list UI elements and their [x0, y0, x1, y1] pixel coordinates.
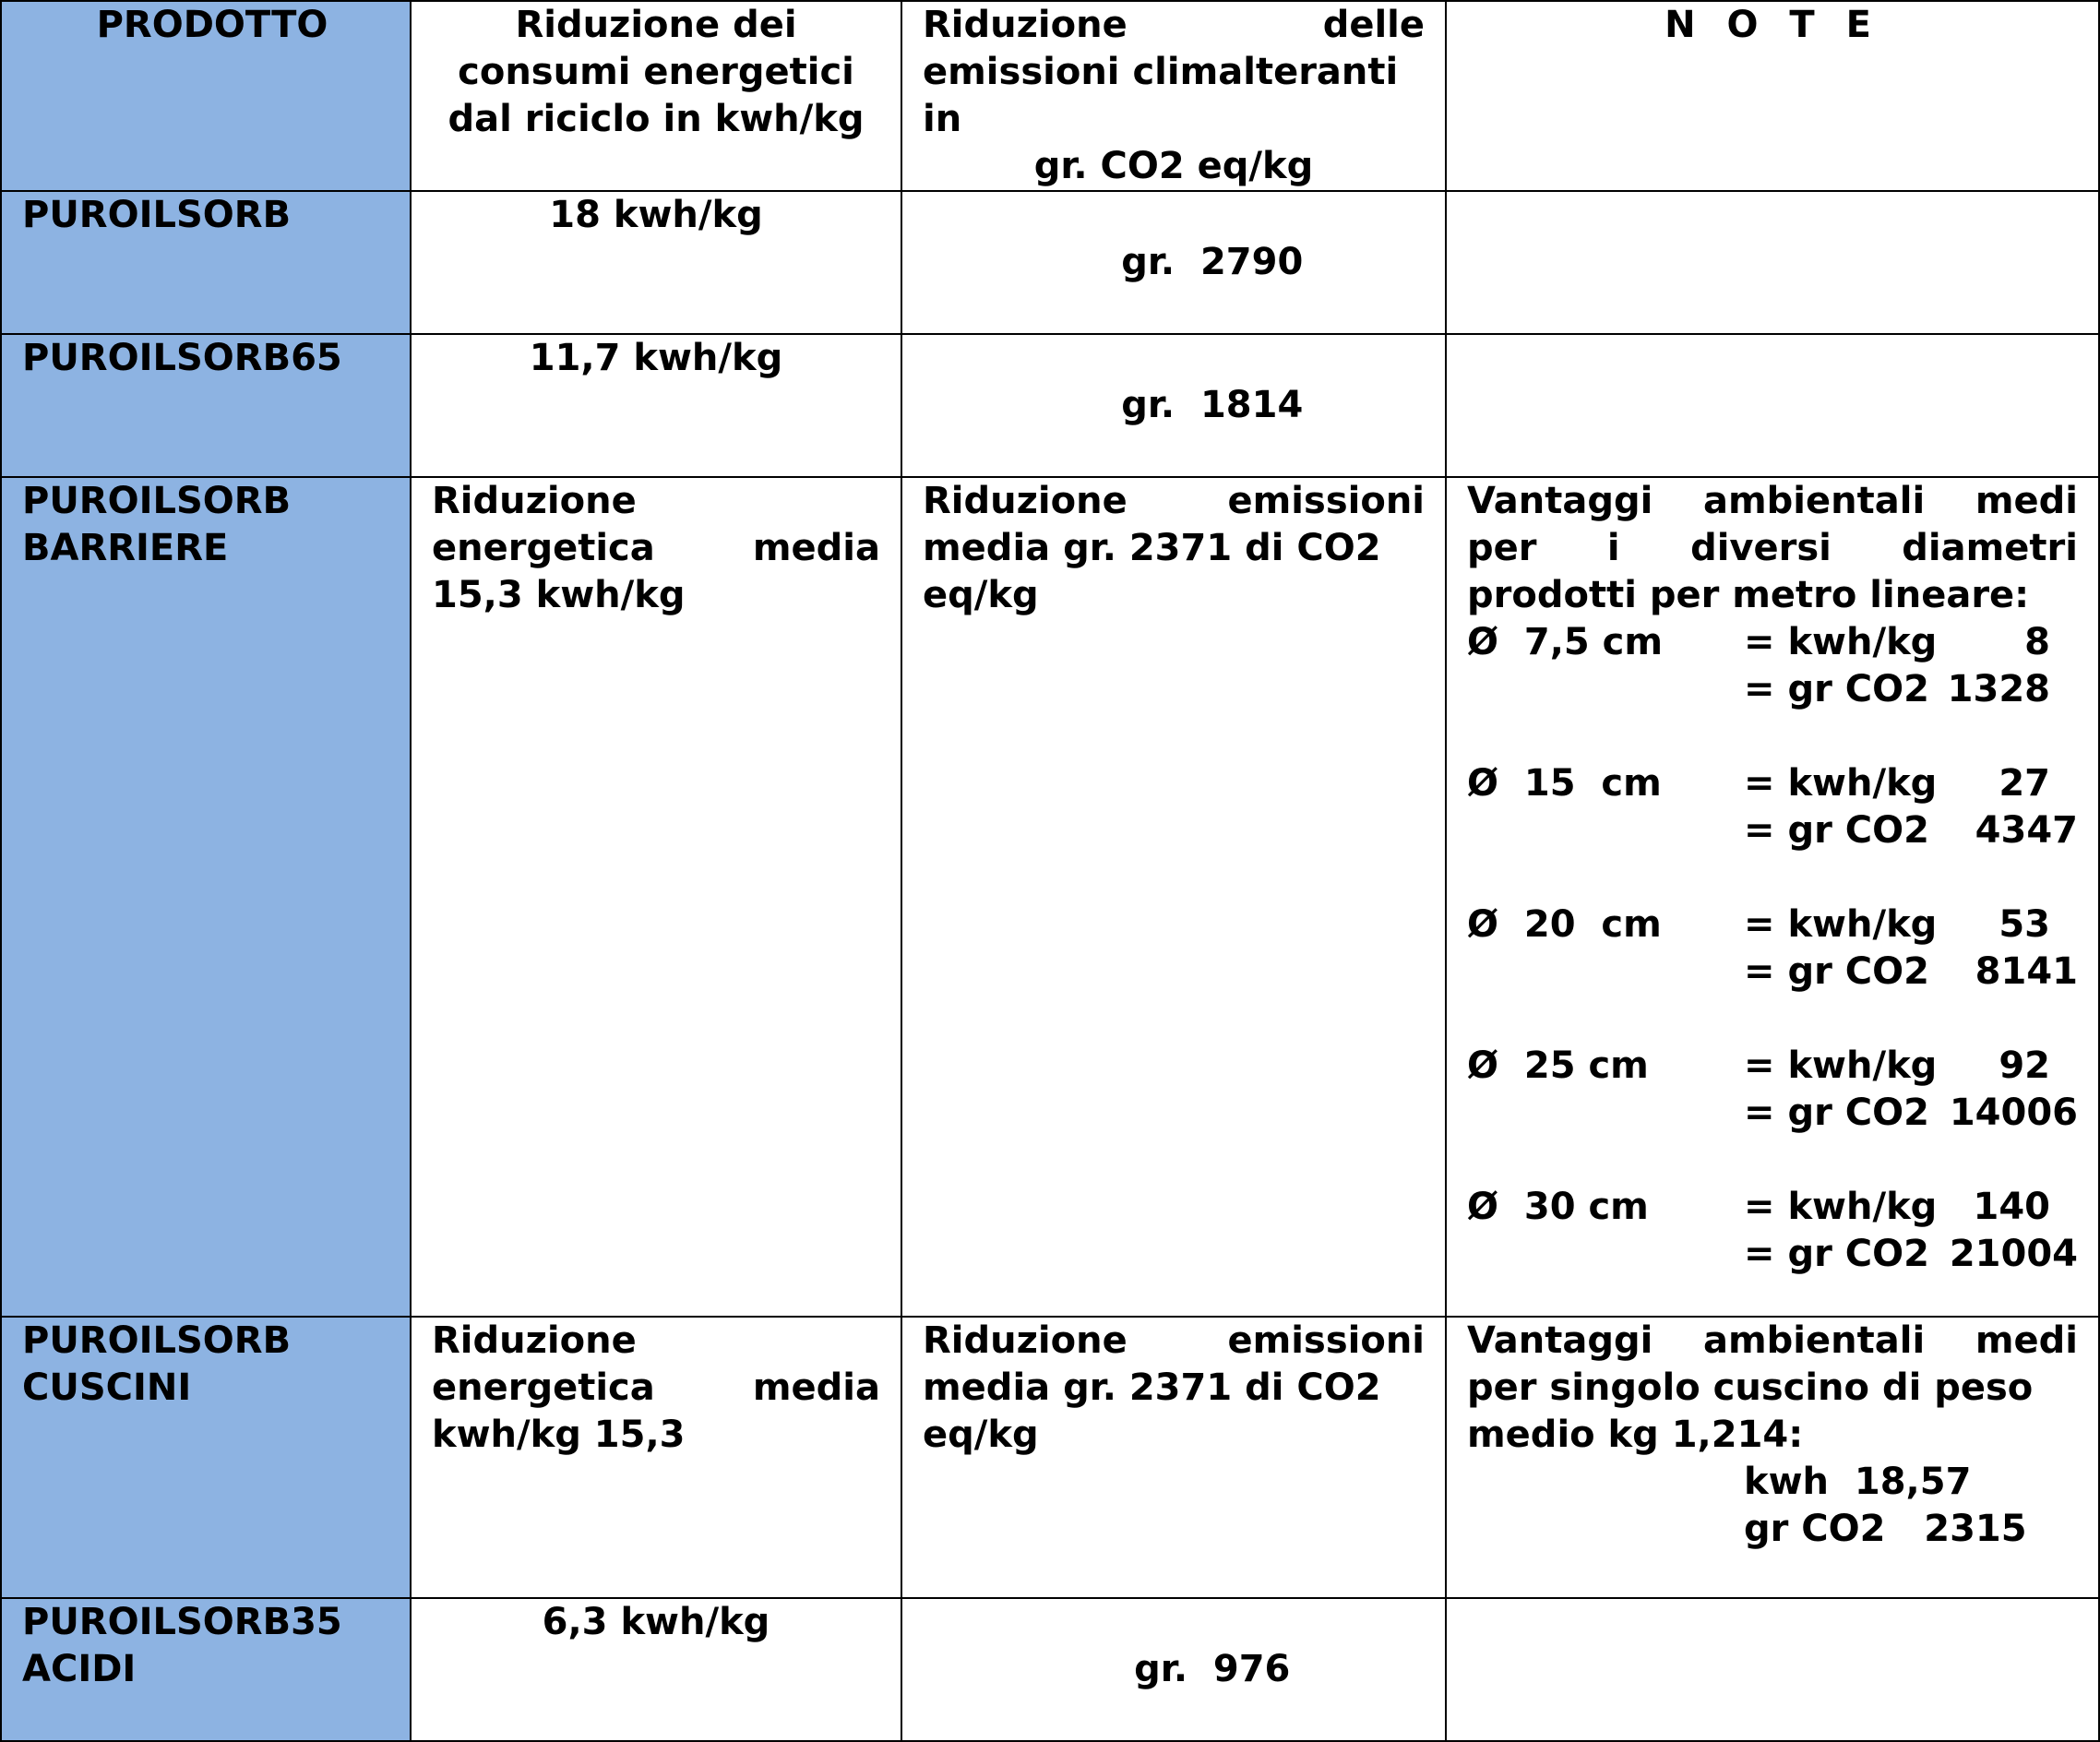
notes-word: medi: [1975, 480, 2078, 522]
product-cell: [1, 1598, 411, 1741]
emissions-cell: [901, 1598, 1446, 1741]
product-cell: [1, 1317, 411, 1598]
notes-line-1: [1467, 478, 2078, 525]
header-emissions-line-3: in: [923, 98, 962, 140]
notes-cell: [1446, 191, 2099, 334]
emissions-word: emissioni: [1227, 480, 1425, 522]
kwh-label: = kwh/kg: [1744, 1044, 1938, 1087]
energy-line-3: kwh/kg 15,3: [432, 1414, 686, 1456]
product-name-line-2: BARRIERE: [22, 527, 229, 569]
kwh-label: = kwh/kg: [1744, 903, 1938, 946]
notes-word: diametri: [1902, 527, 2078, 569]
diameter-co2-line: [1467, 666, 2078, 713]
kwh-value: 140: [1973, 1186, 2050, 1228]
notes-line-3: prodotti per metro lineare:: [1467, 574, 2030, 616]
table-row: [1, 1598, 2099, 1741]
emissions-cell: [901, 477, 1446, 1317]
diameter-kwh-line: [1467, 1043, 2078, 1090]
co2-value: 8141: [1975, 950, 2078, 993]
header-emissions: [901, 1, 1446, 191]
notes-word: ambientali: [1703, 480, 1926, 522]
co2-label: = gr CO2: [1744, 1092, 1929, 1134]
product-name: PUROILSORB: [22, 194, 292, 236]
diameter-kwh-line: [1467, 760, 2078, 807]
notes-word: diversi: [1690, 527, 1832, 569]
co2-label: = gr CO2: [1744, 1233, 1929, 1275]
notes-word: ambientali: [1703, 1319, 1926, 1362]
product-name-line-1: PUROILSORB: [22, 480, 292, 522]
emissions-value: gr. 2790: [1121, 241, 1304, 283]
product-cell: [1, 191, 411, 334]
co2-label: = gr CO2: [1744, 809, 1929, 852]
emissions-cell: [901, 1317, 1446, 1598]
header-emissions-word: delle: [1322, 4, 1425, 46]
emissions-line-1: [923, 1318, 1425, 1365]
energy-line-2: [432, 1365, 880, 1412]
co2-label: = gr CO2: [1744, 668, 1929, 710]
notes-word: Vantaggi: [1467, 480, 1653, 522]
header-emissions-word: Riduzione: [923, 4, 1128, 46]
co2-label: = gr CO2: [1744, 950, 1929, 993]
energy-word: media: [752, 527, 880, 569]
diameter-co2-line: [1467, 1090, 2078, 1137]
notes-line-3: medio kg 1,214:: [1467, 1414, 1804, 1456]
emissions-word: Riduzione: [923, 480, 1128, 522]
co2-value: 1328: [1947, 668, 2050, 710]
energy-value: 11,7 kwh/kg: [529, 337, 783, 379]
diameter-label: Ø 25 cm: [1467, 1044, 1649, 1087]
notes-word: i: [1606, 527, 1620, 569]
table-row: [1, 334, 2099, 477]
diameter-co2-line: [1467, 807, 2078, 854]
energy-cell: [411, 191, 901, 334]
notes-line-1: [1467, 1318, 2078, 1365]
emissions-cell: [901, 334, 1446, 477]
header-product: [1, 1, 411, 191]
energy-word: media: [752, 1366, 880, 1409]
emissions-line-3: eq/kg: [923, 574, 1039, 616]
notes-word: Vantaggi: [1467, 1319, 1653, 1362]
diameter-label: Ø 15 cm: [1467, 762, 1662, 805]
product-name-line-1: PUROILSORB35: [22, 1601, 342, 1643]
header-notes-label: N O T E: [1664, 4, 1880, 46]
product-name-line-2: CUSCINI: [22, 1366, 192, 1409]
header-product-label: PRODOTTO: [96, 4, 328, 46]
diameter-kwh-line: [1467, 901, 2078, 949]
notes-cell: [1446, 1598, 2099, 1741]
energy-line-3: 15,3 kwh/kg: [432, 574, 686, 616]
energy-value: 6,3 kwh/kg: [542, 1601, 770, 1643]
kwh-value: 53: [1999, 903, 2050, 946]
energy-cell: [411, 477, 901, 1317]
header-row: [1, 1, 2099, 191]
notes-word: per: [1467, 527, 1537, 569]
notes-line-5: gr CO2 2315: [1744, 1508, 2027, 1550]
emissions-line-2: media gr. 2371 di CO2: [923, 527, 1381, 569]
notes-line-2: [1467, 525, 2078, 572]
diameter-kwh-line: [1467, 619, 2078, 666]
product-name-line-1: PUROILSORB: [22, 1319, 292, 1362]
notes-word: medi: [1975, 1319, 2078, 1362]
diameter-label: Ø 20 cm: [1467, 903, 1662, 946]
diameter-co2-line: [1467, 949, 2078, 996]
table-row: [1, 191, 2099, 334]
table-row: [1, 1317, 2099, 1598]
header-energy-label: Riduzione dei consumi energetici dal riciclo in kwh/kg: [447, 4, 865, 140]
table-row: [1, 477, 2099, 1317]
energy-line-1: Riduzione: [432, 1319, 637, 1362]
emissions-value: gr. 1814: [1121, 384, 1304, 426]
energy-word: energetica: [432, 527, 655, 569]
product-name: PUROILSORB65: [22, 337, 342, 379]
energy-cell: [411, 1317, 901, 1598]
notes-cell: [1446, 334, 2099, 477]
emissions-cell: [901, 191, 1446, 334]
diameter-label: Ø 30 cm: [1467, 1186, 1649, 1228]
notes-line-4: kwh 18,57: [1744, 1461, 1972, 1503]
kwh-label: = kwh/kg: [1744, 1186, 1938, 1228]
kwh-label: = kwh/kg: [1744, 621, 1938, 663]
energy-value: 18 kwh/kg: [549, 194, 763, 236]
energy-cell: [411, 334, 901, 477]
notes-cell: [1446, 1317, 2099, 1598]
energy-line-1: Riduzione: [432, 480, 637, 522]
header-emissions-line-1: [923, 2, 1425, 49]
emissions-value: gr. 976: [1134, 1648, 1291, 1690]
co2-value: 21004: [1949, 1233, 2078, 1275]
product-cell: [1, 334, 411, 477]
header-emissions-line-4: gr. CO2 eq/kg: [1033, 145, 1314, 187]
kwh-value: 27: [1999, 762, 2050, 805]
kwh-value: 92: [1999, 1044, 2050, 1087]
diameter-label: Ø 7,5 cm: [1467, 621, 1664, 663]
header-notes: [1446, 1, 2099, 191]
product-cell: [1, 477, 411, 1317]
header-emissions-line-2: emissioni climalteranti: [923, 51, 1399, 93]
energy-word: energetica: [432, 1366, 655, 1409]
kwh-value: 8: [2024, 621, 2050, 663]
header-energy: [411, 1, 901, 191]
diameter-kwh-line: [1467, 1184, 2078, 1231]
product-name-line-2: ACIDI: [22, 1648, 137, 1690]
emissions-line-2: media gr. 2371 di CO2: [923, 1366, 1381, 1409]
kwh-label: = kwh/kg: [1744, 762, 1938, 805]
emissions-word: emissioni: [1227, 1319, 1425, 1362]
diameter-co2-line: [1467, 1231, 2078, 1278]
energy-line-2: [432, 525, 880, 572]
co2-value: 4347: [1975, 809, 2078, 852]
emissions-word: Riduzione: [923, 1319, 1128, 1362]
notes-line-2: per singolo cuscino di peso: [1467, 1366, 2034, 1409]
energy-cell: [411, 1598, 901, 1741]
co2-value: 14006: [1949, 1092, 2078, 1134]
notes-cell: [1446, 477, 2099, 1317]
emissions-line-1: [923, 478, 1425, 525]
emissions-line-3: eq/kg: [923, 1414, 1039, 1456]
